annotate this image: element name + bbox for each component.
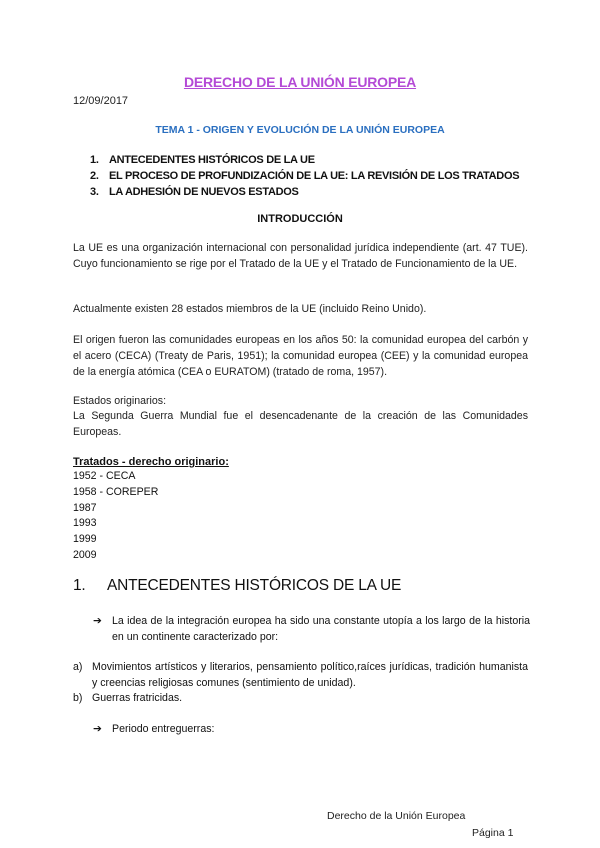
arrow-bullet-item xyxy=(93,613,530,645)
list-letter: a) xyxy=(73,661,83,673)
toc-item-text: EL PROCESO DE PROFUNDIZACIÓN DE LA UE: LA REVISIÓN DE LOS TRATADOS xyxy=(109,170,520,182)
treaty-year-item: 2009 xyxy=(73,548,97,561)
lettered-list-item xyxy=(73,690,528,706)
list-item-text: Guerras fratricidas. xyxy=(92,692,183,704)
arrow-bullet-text: La idea de la integración europea ha sido una constante utopía a los largo de la historia en un continente caracterizado por: xyxy=(112,615,530,643)
table-of-contents xyxy=(90,152,519,200)
toc-item-text: LA ADHESIÓN DE NUEVOS ESTADOS xyxy=(109,186,299,198)
toc-item xyxy=(90,184,519,200)
toc-item-number: 3. xyxy=(90,186,99,198)
treaty-year-item: 1999 xyxy=(73,533,97,546)
lettered-list-item xyxy=(73,659,528,691)
footer-page-number: Página 1 xyxy=(472,827,514,839)
toc-item xyxy=(90,168,519,184)
toc-item xyxy=(90,152,519,168)
tema-heading: TEMA 1 - ORIGEN Y EVOLUCIÓN DE LA UNIÓN EUROPEA xyxy=(155,124,445,136)
treaty-year-item: 1987 xyxy=(73,501,97,514)
document-title: DERECHO DE LA UNIÓN EUROPEA xyxy=(183,74,417,90)
paragraph-wwii: La Segunda Guerra Mundial fue el desencadenante de la creación de las Comunidades Europeas. xyxy=(73,410,528,438)
section-number: 1. xyxy=(73,577,86,594)
paragraph-origin: El origen fueron las comunidades europeas en los años 50: la comunidad europea del carbón y el acero (CECA) (Treaty de Paris, 1951); la comunidad europea (CEE) y la comunidad europea de la energía atómica (CEA o EURATOM) (tratado de roma, 1957). xyxy=(73,334,528,378)
treaty-year-item: 1958 - COREPER xyxy=(73,485,159,498)
paragraph-original-states-label: Estados originarios: xyxy=(73,395,167,407)
list-letter: b) xyxy=(73,692,83,704)
section-title: ANTECEDENTES HISTÓRICOS DE LA UE xyxy=(107,577,402,594)
arrow-bullet-item xyxy=(93,721,530,737)
treaty-years-list xyxy=(73,469,158,564)
arrow-bullet-text: Periodo entreguerras: xyxy=(112,723,215,735)
arrow-right-icon: ➔ xyxy=(93,615,102,627)
list-item-text: Movimientos artísticos y literarios, pensamiento político,raíces jurídicas, tradición humanista y creencias religiosas comunes (sentimiento de unidad). xyxy=(92,661,528,689)
arrow-right-icon: ➔ xyxy=(93,723,102,735)
section-heading xyxy=(73,577,401,595)
treaty-year-item: 1993 xyxy=(73,517,97,530)
intro-heading: INTRODUCCIÓN xyxy=(257,213,343,225)
paragraph-member-states: Actualmente existen 28 estados miembros de la UE (incluido Reino Unido). xyxy=(73,303,427,315)
toc-item-text: ANTECEDENTES HISTÓRICOS DE LA UE xyxy=(109,154,315,166)
toc-item-number: 2. xyxy=(90,170,99,182)
treaty-year-item: 1952 - CECA xyxy=(73,470,136,482)
paragraph-definition: La UE es una organización internacional con personalidad jurídica independiente (art. 47 TUE). Cuyo funcionamiento se rige por el Tratado de la UE y el Tratado de Funcionamiento de la UE. xyxy=(73,242,528,270)
toc-item-number: 1. xyxy=(90,154,99,166)
tratados-heading: Tratados - derecho originario: xyxy=(73,456,229,468)
footer-document-name: Derecho de la Unión Europea xyxy=(327,810,466,822)
document-date: 12/09/2017 xyxy=(73,95,129,107)
